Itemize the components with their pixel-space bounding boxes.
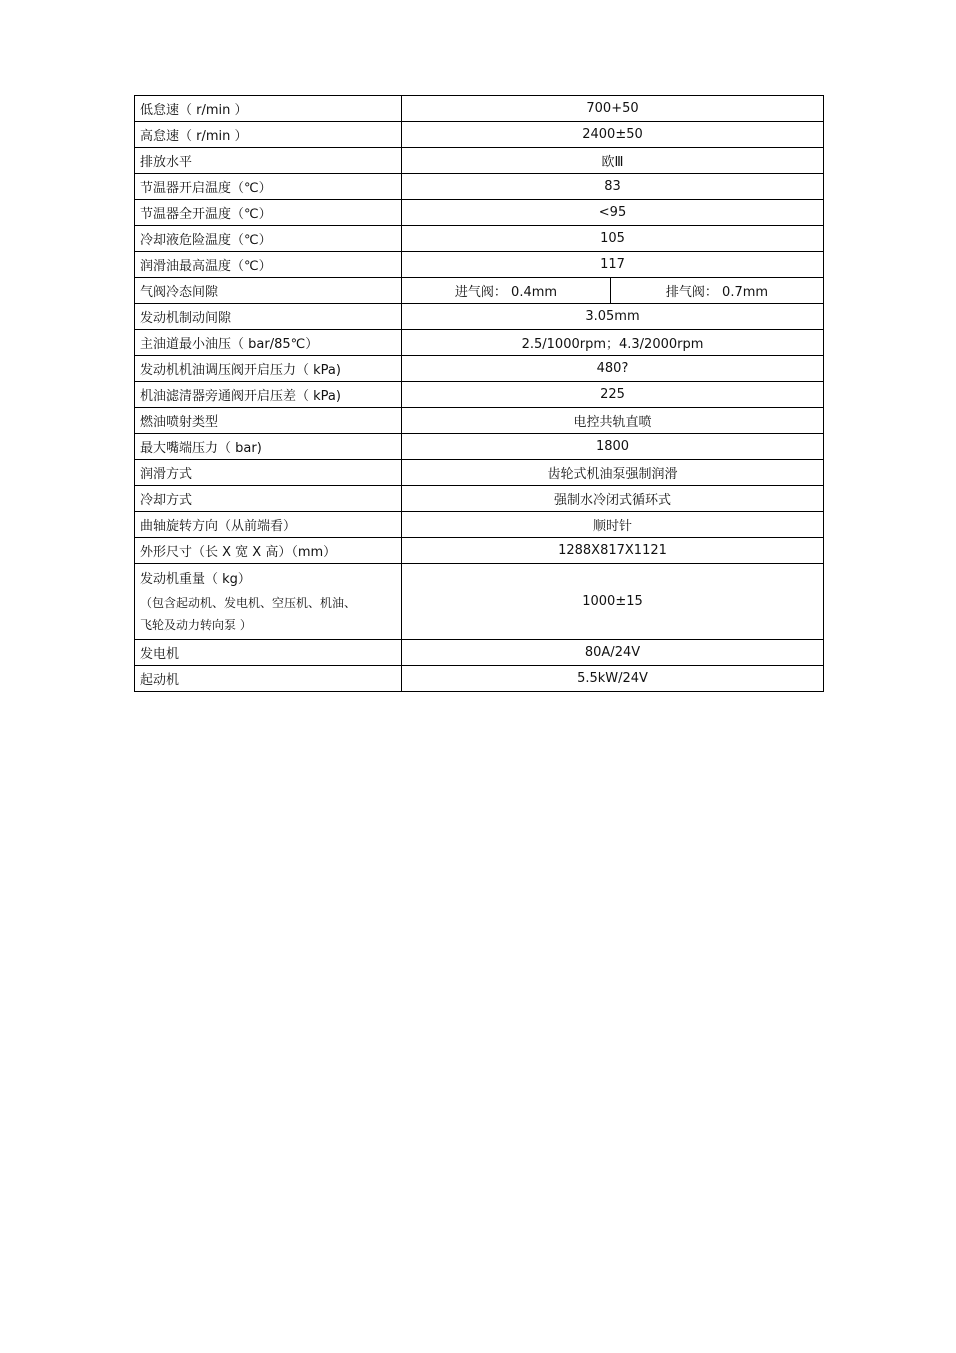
- spec-value: 5.5kW/24V: [402, 666, 824, 692]
- spec-value: 1800: [402, 434, 824, 460]
- table-row: [135, 356, 824, 382]
- spec-value: 480?: [402, 356, 824, 382]
- spec-label-note: （包含起动机、发电机、空压机、机油、: [140, 595, 357, 610]
- spec-value: 2400±50: [402, 122, 824, 148]
- spec-label: 机油滤清器旁通阀开启压差（ kPa): [135, 382, 402, 408]
- spec-label: 低怠速（ r/min ）: [135, 96, 402, 122]
- spec-value: 1000±15: [402, 564, 824, 640]
- spec-value: 1288X817X1121: [402, 538, 824, 564]
- spec-value: <95: [402, 200, 824, 226]
- spec-label: 冷却液危险温度（℃）: [135, 226, 402, 252]
- table-row: [135, 460, 824, 486]
- table-row: [135, 564, 824, 640]
- spec-value: 225: [402, 382, 824, 408]
- table-row: [135, 96, 824, 122]
- spec-value: 3.05mm: [402, 304, 824, 330]
- engine-spec-table: [134, 95, 824, 692]
- spec-label: 发电机: [135, 640, 402, 666]
- spec-value: 117: [402, 252, 824, 278]
- spec-label: 发动机重量（ kg）: [140, 571, 251, 587]
- spec-value: 83: [402, 174, 824, 200]
- table-row: [135, 486, 824, 512]
- table-row: [135, 148, 824, 174]
- spec-value: 顺时针: [402, 512, 824, 538]
- table-row: [135, 330, 824, 356]
- spec-label: 燃油喷射类型: [135, 408, 402, 434]
- table-row: [135, 304, 824, 330]
- spec-value: 700+50: [402, 96, 824, 122]
- spec-label: 高怠速（ r/min ）: [135, 122, 402, 148]
- spec-label: 气阀冷态间隙: [135, 278, 402, 304]
- spec-label: 润滑方式: [135, 460, 402, 486]
- table-row: [135, 122, 824, 148]
- table-row: [135, 408, 824, 434]
- spec-value: 电控共轨直喷: [402, 408, 824, 434]
- spec-value: 2.5/1000rpm；4.3/2000rpm: [402, 330, 824, 356]
- table-row: [135, 666, 824, 692]
- table-row: [135, 200, 824, 226]
- spec-label: 润滑油最高温度（℃）: [135, 252, 402, 278]
- spec-value: 80A/24V: [402, 640, 824, 666]
- spec-label: 节温器开启温度（℃）: [135, 174, 402, 200]
- spec-label: 节温器全开温度（℃）: [135, 200, 402, 226]
- spec-label: 冷却方式: [135, 486, 402, 512]
- table-row: [135, 174, 824, 200]
- spec-label: 排放水平: [135, 148, 402, 174]
- spec-label: 起动机: [135, 666, 402, 692]
- spec-value: 欧Ⅲ: [402, 148, 824, 174]
- intake-valve-clearance: 进气阀： 0.4mm: [402, 278, 611, 304]
- spec-label-note: 飞轮及动力转向泵 ）: [140, 617, 252, 632]
- spec-label: 外形尺寸（长 X 宽 X 高）（mm）: [135, 538, 402, 564]
- table-row: [135, 278, 824, 304]
- spec-label: 曲轴旋转方向（从前端看）: [135, 512, 402, 538]
- spec-label: 发动机机油调压阀开启压力（ kPa): [135, 356, 402, 382]
- spec-label-multiline: [135, 564, 402, 640]
- spec-label: 发动机制动间隙: [135, 304, 402, 330]
- spec-value: 强制水冷闭式循环式: [402, 486, 824, 512]
- table-row: [135, 382, 824, 408]
- table-row: [135, 538, 824, 564]
- spec-value: 105: [402, 226, 824, 252]
- table-row: [135, 252, 824, 278]
- table-row: [135, 434, 824, 460]
- spec-value: 齿轮式机油泵强制润滑: [402, 460, 824, 486]
- spec-label: 最大嘴端压力（ bar): [135, 434, 402, 460]
- table-row: [135, 640, 824, 666]
- exhaust-valve-clearance: 排气阀： 0.7mm: [611, 278, 824, 304]
- table-row: [135, 512, 824, 538]
- table-row: [135, 226, 824, 252]
- spec-label: 主油道最小油压（ bar/85℃）: [135, 330, 402, 356]
